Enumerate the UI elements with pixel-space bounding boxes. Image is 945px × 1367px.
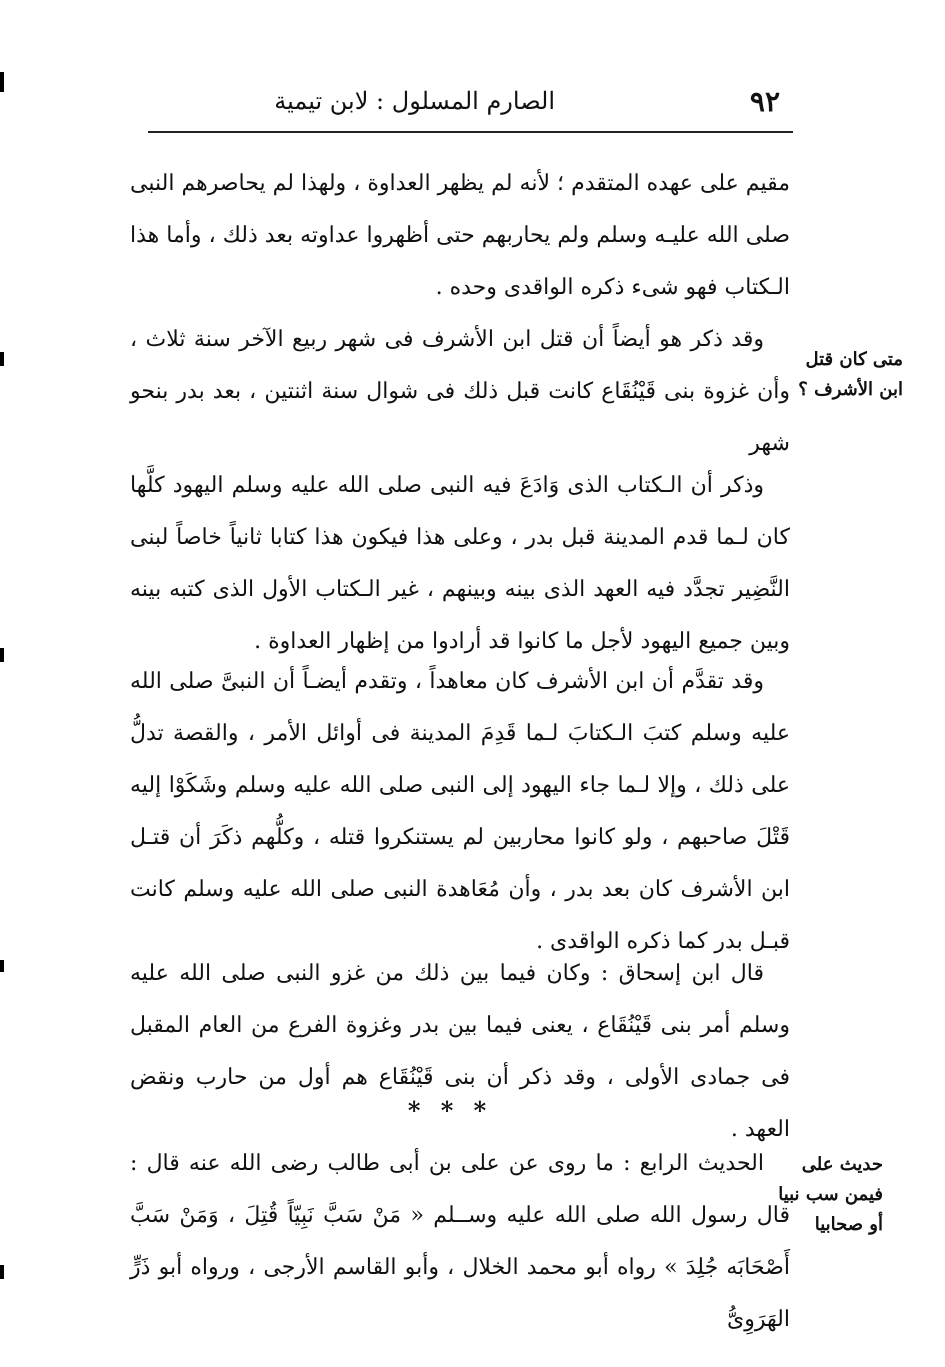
margin-note-line: أو صحابيا <box>814 1214 883 1235</box>
paragraph <box>130 314 790 470</box>
margin-note-line: فيمن سب نبيا <box>778 1184 883 1205</box>
running-title: الصارم المسلول : لابن تيمية <box>274 87 555 115</box>
section-separator: * * * <box>407 1096 493 1125</box>
binding-mark <box>0 960 4 972</box>
paragraph-text: وقد ذكر هو أيضاً أن قتل ابن الأشرف فى شهر ربيع الآخر سنة ثلاث ، وأن غزوة بنى قَيْنُقَاع كانت قبل ذلك فى شوال سنة اثنتين ، بعد بدر بنحو شهر <box>130 327 790 456</box>
binding-mark <box>0 72 4 92</box>
page-header <box>150 85 790 125</box>
margin-note-line: متى كان قتل <box>805 349 903 370</box>
paragraph-text: مقيم على عهده المتقدم ؛ لأنه لم يظهر العداوة ، ولهذا لم يحاصرهم النبى صلى الله عليـه وسلم ولم يحاربهم حتى أظهروا عداوته بعد ذلك ، وأما هذا الـكتاب فهو شىء ذكره الواقدى وحده . <box>130 171 790 300</box>
binding-mark <box>0 648 4 662</box>
paragraph <box>130 656 790 968</box>
paragraph <box>130 460 790 668</box>
paragraph-text: وقد تقدَّم أن ابن الأشرف كان معاهداً ، وتقدم أيضـاً أن النبىَّ صلى الله عليه وسلم كتبَ الـكتابَ لـما قَدِمَ المدينة فى أوائل الأمر ، والقصة تدلُّ على ذلك ، وإلا لـما جاء اليهود إلى النبى صلى الله عليه وسلم وشَكَوْا إليه قَتْلَ صاحبهم ، ولو كانوا محاربين لم يستنكروا قتله ، وكلُّهم ذكَرَ أن قتـل ابن الأشرف كان بعد بدر ، وأن مُعَاهدة النبى صلى الله عليه وسلم كانت قبـل بدر كما ذكره الواقدى . <box>130 669 790 954</box>
paragraph-text: الحديث الرابع : ما روى عن على بن أبى طالب رضى الله عنه قال : قال رسول الله صلى الله عليه وســلم « مَنْ سَبَّ نَبِيّاً قُتِلَ ، وَمَنْ سَبَّ أَصْحَابَه جُلِدَ » رواه أبو محمد الخلال ، وأبو القاسم الأرجى ، ورواه أبو ذَرٍّ الهَرَوِىُّ <box>130 1151 790 1332</box>
paragraph-text: قال ابن إسحاق : وكان فيما بين ذلك من غزو النبى صلى الله عليه وسلم أمر بنى قَيْنُقَاع ، يعنى فيما بين بدر وغزوة الفرع من العام المقبل فى جمادى الأولى ، وقد ذكر أن بنى قَيْنُقَاع هم أول من حارب ونقض العهد . <box>130 961 790 1142</box>
header-rule <box>148 131 793 133</box>
binding-mark <box>0 352 4 366</box>
paragraph <box>130 158 790 314</box>
margin-note-line: ابن الأشرف ؟ <box>798 379 903 400</box>
binding-mark <box>0 1265 4 1279</box>
page-number: ٩٢ <box>749 85 780 118</box>
margin-note <box>798 345 903 405</box>
paragraph-text: وذكر أن الـكتاب الذى وَادَعَ فيه النبى صلى الله عليه وسلم اليهود كلَّها كان لـما قدم المدينة قبل بدر ، وعلى هذا فيكون هذا كتابا ثانياً خاصاً لبنى النَّضِير تجدَّد فيه العهد الذى بينه وبينهم ، غير الـكتاب الأول الذى كتبه بينه وبين جميع اليهود لأجل ما كانوا قد أرادوا من إظهار العداوة . <box>130 473 790 654</box>
margin-note <box>778 1150 883 1240</box>
paragraph <box>130 1138 790 1346</box>
margin-note-line: حديث على <box>801 1154 883 1175</box>
